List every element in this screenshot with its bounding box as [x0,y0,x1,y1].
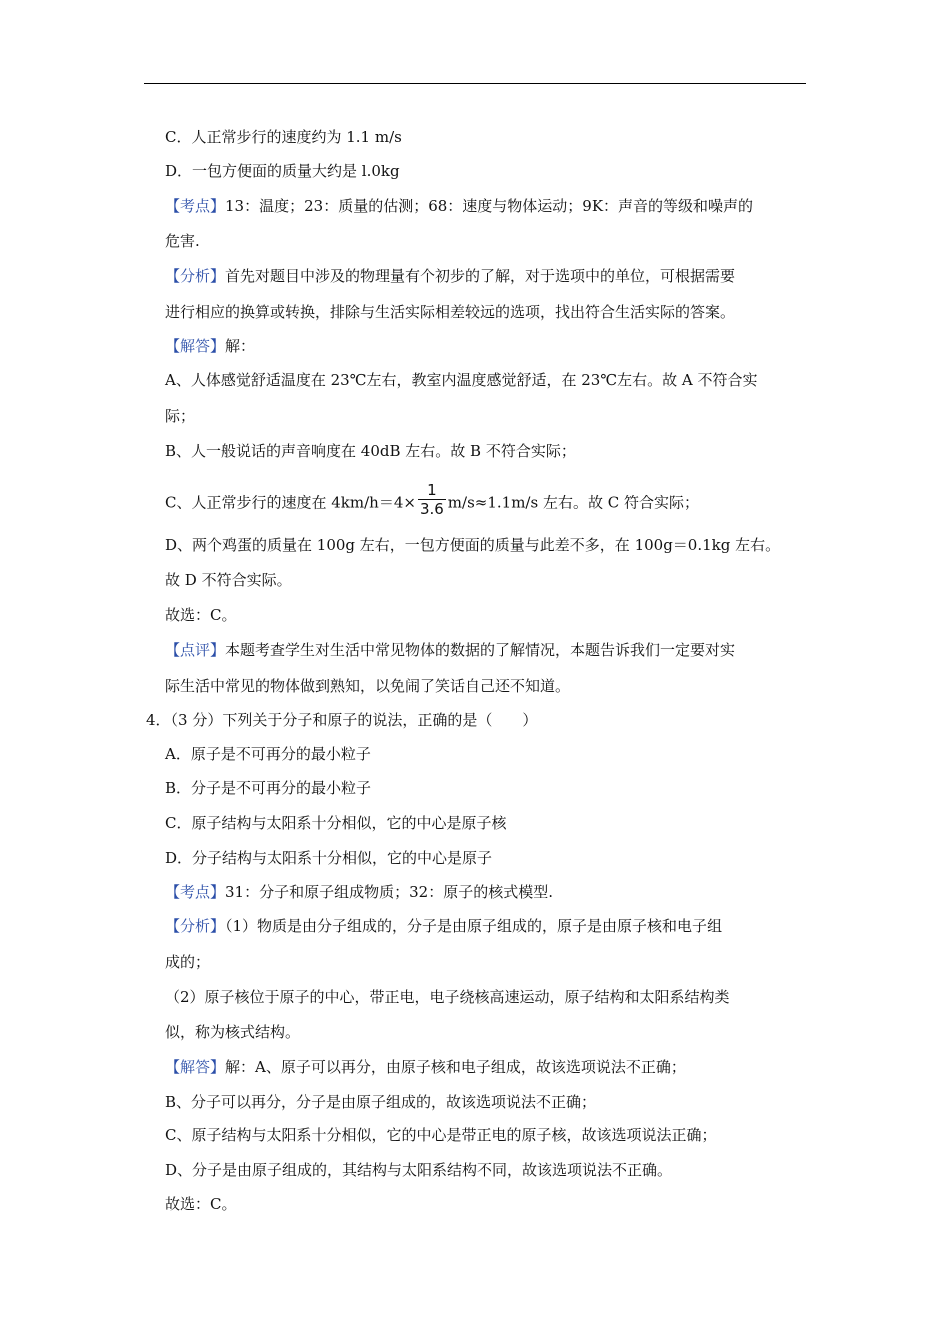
q4-option-b: B．分子是不可再分的最小粒子 [165,779,372,797]
q4-jieda-a-line [165,1057,686,1077]
q4-jieda-d-line: D、分子是由原子组成的，其结构与太阳系结构不同，故该选项说法不正确。 [165,1161,673,1179]
q3-jieda-a-line-2: 际； [165,407,196,425]
q4-option-c: C．原子结构与太阳系十分相似，它的中心是原子核 [165,814,507,832]
fenxi-tag: 【分析】 [165,267,226,285]
header-rule [144,83,806,84]
q3-dianping-text-1: 本题考查学生对生活中常见物体的数据的了解情况，本题告诉我们一定要对实 [225,641,736,659]
q3-dianping-line-1 [165,640,735,660]
q3-jieda-c-post: m/s≈1.1m/s 左右。故 C 符合实际； [447,493,699,512]
q3-fenxi-text-1: 首先对题目中涉及的物理量有个初步的了解，对于选项中的单位，可根据需要 [225,267,736,285]
q3-option-c: C．人正常步行的速度约为 1.1 m/s [165,128,402,146]
q3-answer: 故选：C。 [165,606,237,624]
fenxi-tag: 【分析】 [165,917,226,935]
jieda-tag: 【解答】 [165,337,226,355]
q3-jieda-d-line-2: 故 D 不符合实际。 [165,571,292,589]
dianping-tag: 【点评】 [165,641,226,659]
q3-jieda-b-line: B、人一般说话的声音响度在 40dB 左右。故 B 不符合实际； [165,442,576,460]
q4-fenxi-line-1 [165,916,722,936]
q3-jieda-lead: 解： [225,337,256,355]
q4-option-d: D．分子结构与太阳系十分相似，它的中心是原子 [165,849,493,867]
q3-jieda-line [165,336,255,356]
q3-fenxi-line-2: 进行相应的换算或转换，排除与生活实际相差较远的选项，找出符合生活实际的答案。 [165,303,736,321]
q4-jieda-c-line: C、原子结构与太阳系十分相似，它的中心是带正电的原子核，故该选项说法正确； [165,1126,717,1144]
q3-jieda-a-line-1: A、人体感觉舒适温度在 23℃左右，教室内温度感觉舒适，在 23℃左右。故 A 不符合实 [165,371,758,389]
q3-jieda-c-pre: C、人正常步行的速度在 4km/h＝4× [165,493,416,512]
q3-kaodian-line-1 [165,196,753,216]
q3-kaodian-line-2: 危害. [165,232,200,250]
q3-option-d: D．一包方便面的质量大约是 l.0kg [165,162,400,180]
q4-answer: 故选：C。 [165,1195,237,1213]
q3-jieda-c-line [165,481,699,522]
q4-fenxi-text-1: （1）物质是由分子组成的，分子是由原子组成的，原子是由原子核和电子组 [225,917,723,935]
jieda-tag: 【解答】 [165,1058,226,1076]
fraction-1-over-3.6 [418,481,446,518]
q4-fenxi-line-2: 成的； [165,953,211,971]
q4-fenxi-line-4: 似，称为核式结构。 [165,1023,301,1041]
q3-jieda-d-line-1: D、两个鸡蛋的质量在 100g 左右，一包方便面的质量与此差不多，在 100g＝0.1kg 左右。 [165,536,781,554]
fraction-numerator: 1 [427,481,437,499]
q4-jieda-b-line: B、分子可以再分，分子是由原子组成的，故该选项说法不正确； [165,1093,597,1111]
q4-kaodian-text: 31：分子和原子组成物质；32：原子的核式模型. [225,883,553,901]
q3-kaodian-text-1: 13：温度；23：质量的估测；68：速度与物体运动；9K：声音的等级和噪声的 [225,197,754,215]
q3-dianping-line-2: 际生活中常见的物体做到熟知，以免闹了笑话自己还不知道。 [165,677,571,695]
q3-fenxi-line-1 [165,266,735,286]
q4-jieda-a-text: 解：A、原子可以再分，由原子核和电子组成，故该选项说法不正确； [225,1058,686,1076]
q4-kaodian-line [165,882,553,902]
kaodian-tag: 【考点】 [165,197,226,215]
fraction-denominator: 3.6 [419,500,444,518]
q4-stem: 4．（3 分）下列关于分子和原子的说法，正确的是（ ） [146,711,538,729]
q4-fenxi-line-3: （2）原子核位于原子的中心，带正电，电子绕核高速运动，原子结构和太阳系结构类 [165,988,730,1006]
q4-option-a: A．原子是不可再分的最小粒子 [165,745,371,763]
kaodian-tag: 【考点】 [165,883,226,901]
